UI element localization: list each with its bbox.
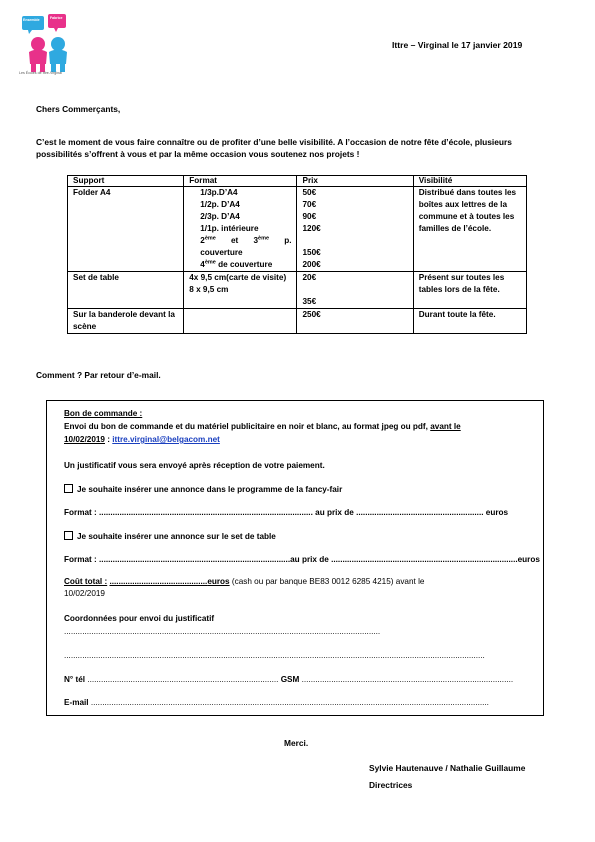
logo-tagline: Les Écoles de Ittre-Virginal [19,71,62,75]
order-email-link[interactable]: ittre.virginal@belgacom.net [112,435,220,444]
row-visibility: Présent sur toutes les tables lors de la fête. [413,272,526,309]
format-item: 8 x 9,5 cm [189,285,229,294]
receipt-notice: Un justificatif vous sera envoyé après réception de votre paiement. [64,461,325,470]
total-date: 10/02/2019 [64,589,105,598]
format1-row: Format : .............................................................................................. au prix de ........................................................ euros [64,508,509,517]
format-item: 1/3p.D’A4 [200,188,238,197]
format-item: 2/3p. D’A4 [200,212,240,221]
row-visibility: Durant toute la fête. [413,309,526,334]
row-formats [184,272,297,309]
header-format: Format [184,176,297,187]
email-field[interactable]: ............................................................................................................................................................................... [90,698,489,707]
price1-field[interactable]: ........................................................ [356,508,484,517]
price-item: 50€ [302,188,317,197]
format-item: couverture [200,248,243,257]
format2-row: Format : ....................................................................................au prix de ..................................................................................euros [64,555,540,564]
logo-bubble-right: Fabrice [50,16,63,20]
price-item: 35€ [302,297,317,306]
logo-bubble-left: Ensemble [23,18,40,22]
format-item: 1/1p. intérieure [200,224,259,233]
row-prices: 250€ [297,309,413,334]
table-row [68,187,527,272]
row-formats [184,309,297,334]
total-field[interactable]: ........................................... [109,577,208,586]
pricing-table [67,175,527,334]
format1-field[interactable]: .............................................................................................. [99,508,313,517]
price-item: 200€ [302,260,321,269]
row-prices [297,187,413,272]
signers-role: Directrices [369,780,413,790]
checkbox-table-set[interactable] [64,531,73,540]
price-item: 70€ [302,200,317,209]
greeting: Chers Commerçants, [36,104,121,114]
row-visibility: Distribué dans toutes les boîtes aux lettres de la commune et à toutes les familles de l’école. [413,187,526,272]
date-line: Ittre – Virginal le 17 janvier 2019 [392,40,523,50]
table-row [68,309,527,334]
table-header-row [68,176,527,187]
format2-field[interactable]: .................................................................................... [99,555,291,564]
order-deadline-line: 10/02/2019 : ittre.virginal@belgacom.net [64,435,220,444]
header-support: Support [68,176,184,187]
gsm-field[interactable]: ............................................................................................. [301,675,514,684]
phone-field[interactable]: .................................................................................... [87,675,279,684]
row-support: Set de table [68,272,184,309]
contact-line-2[interactable]: ......................................................................................................................................................................................... [64,651,485,660]
row-prices [297,272,413,309]
option-table-set[interactable]: Je souhaite insérer une annonce sur le set de table [64,531,276,541]
signers: Sylvie Hautenauve / Nathalie Guillaume [369,763,526,773]
option-program[interactable]: Je souhaite insérer une annonce dans le programme de la fancy-fair [64,484,342,494]
contact-heading: Coordonnées pour envoi du justificatif [64,614,215,623]
price-item: 150€ [302,248,321,257]
header-visibilite: Visibilité [413,176,526,187]
row-support: Sur la banderole devant la scène [68,309,184,334]
comment-line: Comment ? Par retour d’e-mail. [36,370,161,380]
contact-line-1[interactable]: ........................................................................................................................................... [64,627,381,636]
phone-row: N° tél .................................................................................... GSM ............................................................................................. [64,675,514,684]
format-item-cover: 2ème et 3ème p. [200,235,292,245]
thanks: Merci. [284,738,309,748]
row-formats [184,187,297,272]
school-logo [20,14,76,78]
order-instructions: Envoi du bon de commande et du matériel publicitaire en noir et blanc, au format jpeg ou pdf, avant le [64,422,461,431]
email-row: E-mail ............................................................................................................................................................................... [64,698,489,707]
checkbox-program[interactable] [64,484,73,493]
order-title: Bon de commande : [64,409,143,418]
price-item: 120€ [302,224,321,233]
table-row [68,272,527,309]
price2-field[interactable]: .................................................................................. [331,555,518,564]
header-prix: Prix [297,176,413,187]
format-item: 4x 9,5 cm(carte de visite) [189,273,287,282]
format-item-cover4: 4ème de couverture [200,259,273,269]
price-item: 90€ [302,212,317,221]
price-item: 20€ [302,273,317,282]
row-support: Folder A4 [68,187,184,272]
format-item: 1/2p. D’A4 [200,200,240,209]
total-row: Coût total : ...........................................euros (cash ou par banque BE83 0012 6285 4215) avant le [64,577,425,586]
intro-paragraph: C’est le moment de vous faire connaître ou de profiter d’une belle visibilité. A l’occasion de notre fête d’école, plusieurs possibilités s’offrent à vous et par la même occasion vous soutenez nos projets ! [36,137,512,159]
